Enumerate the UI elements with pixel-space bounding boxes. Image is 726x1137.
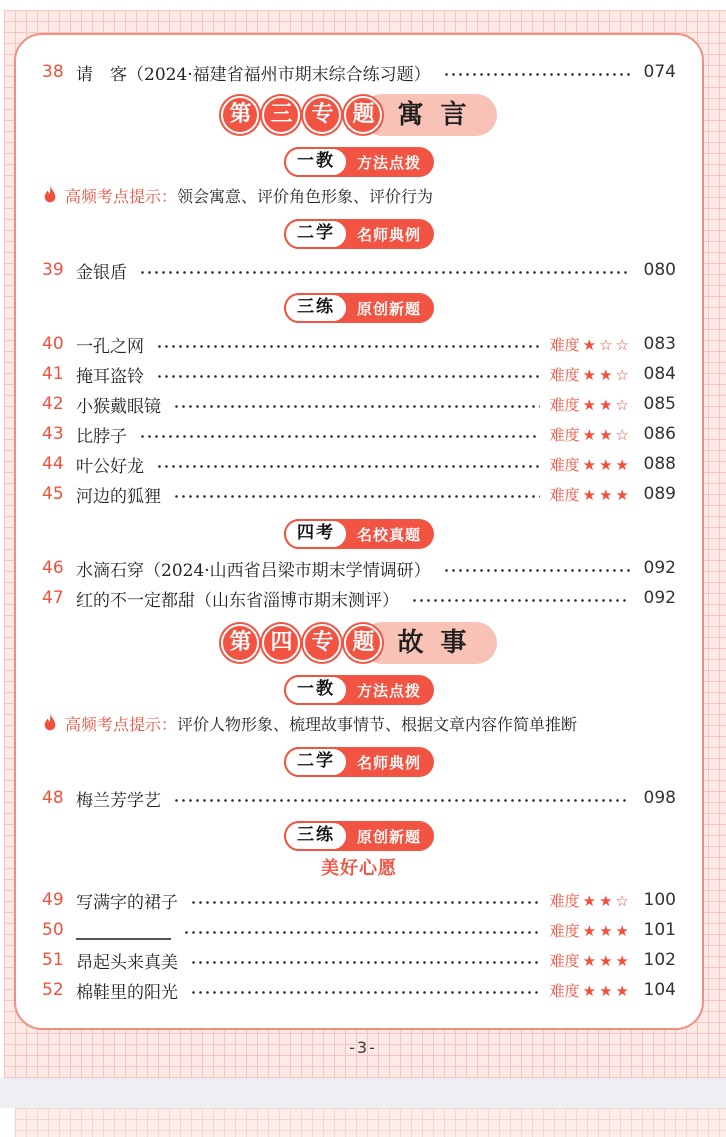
page-footer: -3- [349, 1038, 377, 1057]
row-title: 红的不一定都甜（山东省淄博市期末测评） [76, 590, 399, 611]
next-page-edge [15, 1108, 726, 1137]
dot-leader [443, 568, 630, 573]
step-badge-practice [284, 821, 434, 851]
toc-row [42, 885, 676, 915]
badge-left-pill: 四考 [284, 519, 348, 549]
toc-row [42, 389, 676, 419]
row-title: 叶公好龙 [76, 456, 144, 477]
page-number: 101 [643, 920, 676, 940]
difficulty-label: 难度 [549, 485, 580, 504]
flame-icon [42, 713, 58, 733]
row-title: 比脖子 [76, 426, 127, 447]
difficulty-label: 难度 [549, 921, 580, 940]
dot-leader [173, 494, 540, 499]
difficulty [550, 890, 632, 911]
topic-title-box: 寓 言 [361, 94, 496, 136]
difficulty [550, 484, 632, 505]
step-badge-practice [284, 293, 434, 323]
toc-row [42, 479, 676, 509]
badge-left-pill: 二学 [284, 219, 348, 249]
row-number: 50 [42, 920, 64, 940]
badge-right-label: 原创新题 [356, 299, 421, 318]
toc-row [42, 945, 676, 975]
toc-row [42, 449, 676, 479]
badge-right-label: 原创新题 [356, 827, 421, 846]
dot-leader [139, 270, 630, 275]
badge-right-label: 名师典例 [356, 225, 421, 244]
row-title: 梅兰芳学艺 [76, 790, 161, 811]
difficulty [550, 454, 632, 475]
page-number: 084 [643, 364, 676, 384]
hint-label: 高频考点提示： [65, 714, 178, 734]
page-number: 080 [643, 260, 676, 280]
toc-row [42, 255, 676, 285]
row-title: 写满字的裙子 [76, 892, 178, 913]
topic-circle: 专 [303, 96, 341, 134]
difficulty [550, 980, 632, 1001]
badge-left-pill: 三练 [284, 293, 348, 323]
dot-leader [183, 930, 540, 935]
page-number: 088 [643, 454, 676, 474]
dot-leader [156, 464, 540, 469]
difficulty [550, 424, 632, 445]
row-title: 昂起头来真美 [76, 952, 178, 973]
difficulty-stars: ★★★ [582, 485, 632, 504]
difficulty [550, 364, 632, 385]
dot-leader [173, 404, 540, 409]
row-number: 48 [42, 788, 64, 808]
difficulty-stars: ★★☆ [582, 365, 632, 384]
difficulty-label: 难度 [549, 891, 580, 910]
dot-leader [443, 72, 630, 77]
difficulty-label: 难度 [549, 951, 580, 970]
row-number: 41 [42, 364, 64, 384]
toc-row [42, 553, 676, 583]
step-badge-learn [284, 219, 434, 249]
page-number: 104 [643, 980, 676, 1000]
page-number: 092 [643, 588, 676, 608]
difficulty-stars: ★★★ [582, 455, 632, 474]
hint-label: 高频考点提示： [65, 186, 178, 206]
page-number: 083 [643, 334, 676, 354]
dot-leader [156, 344, 540, 349]
difficulty-label: 难度 [549, 365, 580, 384]
difficulty [550, 334, 632, 355]
topic-circle: 三 [262, 96, 300, 134]
dot-leader [190, 960, 540, 965]
toc-row [42, 359, 676, 389]
badge-right-label: 方法点拨 [356, 681, 421, 700]
page-edge-gap [0, 1078, 726, 1108]
difficulty-label: 难度 [549, 335, 580, 354]
difficulty-label: 难度 [549, 455, 580, 474]
row-number: 40 [42, 334, 64, 354]
row-title: 棉鞋里的阳光 [76, 982, 178, 1003]
dot-leader [173, 798, 630, 803]
row-title: 掩耳盗铃 [76, 366, 144, 387]
hint-text: 领会寓意、评价角色形象、评价行为 [177, 186, 434, 206]
toc-row [42, 57, 676, 87]
topic-circle: 题 [344, 96, 382, 134]
row-number: 51 [42, 950, 64, 970]
difficulty [550, 394, 632, 415]
row-number: 39 [42, 260, 64, 280]
row-number: 52 [42, 980, 64, 1000]
flame-icon [42, 185, 58, 205]
row-title: 河边的狐狸 [76, 486, 161, 507]
badge-left-pill: 一教 [284, 675, 348, 705]
badge-left-pill: 二学 [284, 747, 348, 777]
row-number: 45 [42, 484, 64, 504]
difficulty-stars: ★★★ [582, 981, 632, 1000]
topic-circle: 四 [262, 624, 300, 662]
page-number: 098 [643, 788, 676, 808]
toc-row [42, 975, 676, 1005]
hint-line [42, 711, 676, 735]
dot-leader [190, 900, 540, 905]
hint-text: 评价人物形象、梳理故事情节、根据文章内容作简单推断 [177, 714, 578, 734]
topic-circle: 题 [344, 624, 382, 662]
topic-circle: 专 [303, 624, 341, 662]
row-number: 49 [42, 890, 64, 910]
step-badge-learn [284, 747, 434, 777]
step-badge-teach [284, 147, 434, 177]
difficulty-stars: ★★☆ [582, 425, 632, 444]
difficulty-label: 难度 [549, 981, 580, 1000]
row-number: 38 [42, 62, 64, 82]
row-number: 46 [42, 558, 64, 578]
row-number: 44 [42, 454, 64, 474]
row-number: 47 [42, 588, 64, 608]
topic-circle: 第 [221, 96, 259, 134]
badge-right-label: 名师典例 [356, 753, 421, 772]
row-number: 42 [42, 394, 64, 414]
step-badge-teach [284, 675, 434, 705]
page-number: 102 [643, 950, 676, 970]
blank-title-underline [76, 920, 171, 940]
page-number: 092 [643, 558, 676, 578]
toc-content-card [14, 33, 704, 1030]
toc-row [42, 583, 676, 613]
toc-row [42, 419, 676, 449]
dot-leader [190, 990, 540, 995]
topic-heading-stories [42, 621, 676, 665]
step-badge-exam [284, 519, 434, 549]
page-number: 074 [643, 62, 676, 82]
topic-circle: 第 [221, 624, 259, 662]
row-number: 43 [42, 424, 64, 444]
difficulty [550, 920, 632, 941]
page-number: 100 [643, 890, 676, 910]
row-title: 请 客（2024·福建省福州市期末综合练习题） [76, 64, 431, 85]
dot-leader [139, 434, 540, 439]
badge-right-label: 名校真题 [356, 525, 421, 544]
row-title: 金银盾 [76, 262, 127, 283]
row-title: 水滴石穿（2024·山西省吕梁市期末学情调研） [76, 560, 431, 581]
topic-title-box: 故 事 [361, 622, 496, 664]
row-title: 一孔之网 [76, 336, 144, 357]
page-number: 086 [643, 424, 676, 444]
difficulty-label: 难度 [549, 395, 580, 414]
toc-row [42, 783, 676, 813]
badge-left-pill: 一教 [284, 147, 348, 177]
difficulty-stars: ★★☆ [582, 395, 632, 414]
toc-row [42, 915, 676, 945]
page-number: 085 [643, 394, 676, 414]
dot-leader [156, 374, 540, 379]
difficulty-stars: ★★☆ [582, 891, 632, 910]
hint-line [42, 183, 676, 207]
difficulty-stars: ★★★ [582, 921, 632, 940]
dot-leader [411, 598, 630, 603]
difficulty-label: 难度 [549, 425, 580, 444]
topic-heading-fables [42, 93, 676, 137]
page-number: 089 [643, 484, 676, 504]
difficulty-stars: ★☆☆ [582, 335, 632, 354]
difficulty-stars: ★★★ [582, 951, 632, 970]
difficulty [550, 950, 632, 971]
group-title: 美好心愿 [321, 858, 397, 879]
toc-row [42, 329, 676, 359]
badge-right-label: 方法点拨 [356, 153, 421, 172]
row-title: 小猴戴眼镜 [76, 396, 161, 417]
badge-left-pill: 三练 [284, 821, 348, 851]
